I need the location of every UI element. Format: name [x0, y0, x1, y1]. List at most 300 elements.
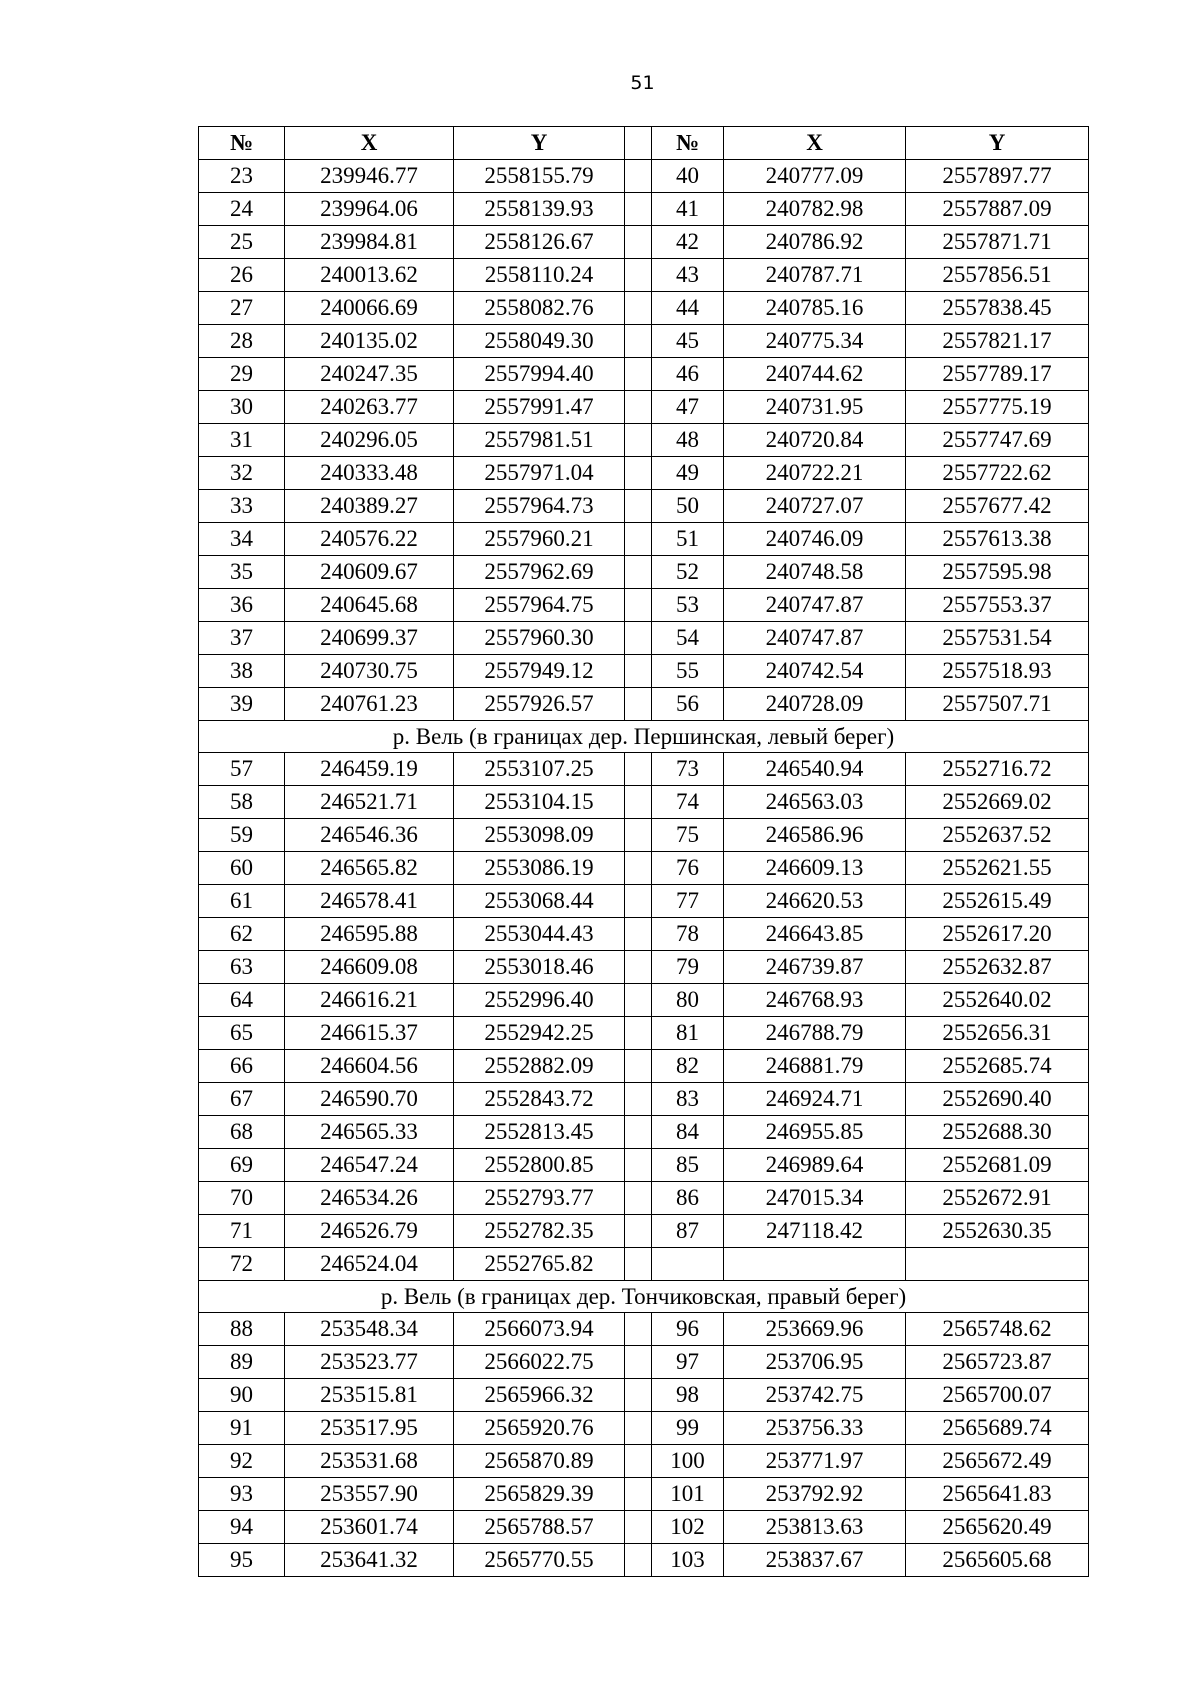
table-row: [199, 918, 1089, 951]
y-coordinate: 2557887.09: [906, 193, 1089, 226]
point-number: 79: [652, 951, 724, 984]
point-number: 90: [199, 1379, 285, 1412]
x-coordinate: 246788.79: [724, 1017, 906, 1050]
x-coordinate: 246768.93: [724, 984, 906, 1017]
spacer-cell: [625, 1050, 652, 1083]
spacer-cell: [625, 1215, 652, 1248]
spacer-cell: [625, 984, 652, 1017]
point-number: 88: [199, 1313, 285, 1346]
point-number: 68: [199, 1116, 285, 1149]
x-coordinate: 240135.02: [285, 325, 454, 358]
x-coordinate: [724, 1248, 906, 1281]
spacer-cell: [625, 259, 652, 292]
x-coordinate: 246540.94: [724, 753, 906, 786]
y-coordinate: 2558139.93: [454, 193, 625, 226]
point-number: 92: [199, 1445, 285, 1478]
table-row: [199, 1116, 1089, 1149]
y-coordinate: 2565605.68: [906, 1544, 1089, 1577]
x-coordinate: 253706.95: [724, 1346, 906, 1379]
point-number: 32: [199, 457, 285, 490]
spacer-cell: [625, 753, 652, 786]
x-coordinate: 240747.87: [724, 622, 906, 655]
x-coordinate: 240785.16: [724, 292, 906, 325]
spacer-cell: [625, 1149, 652, 1182]
table-row: [199, 1017, 1089, 1050]
section-title-row: [199, 1281, 1089, 1313]
y-coordinate: 2552996.40: [454, 984, 625, 1017]
x-coordinate: 253837.67: [724, 1544, 906, 1577]
y-coordinate: 2557897.77: [906, 160, 1089, 193]
spacer-cell: [625, 622, 652, 655]
point-number: 47: [652, 391, 724, 424]
y-coordinate: 2552681.09: [906, 1149, 1089, 1182]
spacer-cell: [625, 1379, 652, 1412]
x-header: X: [285, 127, 454, 160]
table-row: [199, 1412, 1089, 1445]
y-coordinate: 2552630.35: [906, 1215, 1089, 1248]
table-row: [199, 424, 1089, 457]
spacer-cell: [625, 1182, 652, 1215]
y-coordinate: 2557981.51: [454, 424, 625, 457]
point-number: 89: [199, 1346, 285, 1379]
x-coordinate: 240777.09: [724, 160, 906, 193]
point-number: 77: [652, 885, 724, 918]
spacer-cell: [625, 226, 652, 259]
x-coordinate: 240731.95: [724, 391, 906, 424]
y-coordinate: 2565966.32: [454, 1379, 625, 1412]
x-coordinate: 246521.71: [285, 786, 454, 819]
point-number: 62: [199, 918, 285, 951]
x-coordinate: 240730.75: [285, 655, 454, 688]
x-coordinate: 240787.71: [724, 259, 906, 292]
y-coordinate: 2557747.69: [906, 424, 1089, 457]
x-coordinate: 253813.63: [724, 1511, 906, 1544]
y-coordinate: 2557518.93: [906, 655, 1089, 688]
y-coordinate: 2565748.62: [906, 1313, 1089, 1346]
section-title: р. Вель (в границах дер. Тончиковская, правый берег): [199, 1281, 1089, 1313]
y-coordinate: 2552656.31: [906, 1017, 1089, 1050]
y-coordinate: 2558082.76: [454, 292, 625, 325]
table-row: [199, 556, 1089, 589]
point-number: 39: [199, 688, 285, 721]
point-number: 58: [199, 786, 285, 819]
y-coordinate: 2565620.49: [906, 1511, 1089, 1544]
x-coordinate: 240727.07: [724, 490, 906, 523]
y-coordinate: 2565641.83: [906, 1478, 1089, 1511]
x-coordinate: 246739.87: [724, 951, 906, 984]
point-number: 64: [199, 984, 285, 1017]
point-number: 70: [199, 1182, 285, 1215]
x-coordinate: 246459.19: [285, 753, 454, 786]
x-coordinate: 246955.85: [724, 1116, 906, 1149]
x-coordinate: 240786.92: [724, 226, 906, 259]
point-number: 27: [199, 292, 285, 325]
table-row: [199, 984, 1089, 1017]
x-coordinate: 246643.85: [724, 918, 906, 951]
x-coordinate: 253515.81: [285, 1379, 454, 1412]
spacer-cell: [625, 1445, 652, 1478]
y-header: Y: [454, 127, 625, 160]
point-number: 24: [199, 193, 285, 226]
y-coordinate: 2552617.20: [906, 918, 1089, 951]
point-number: 97: [652, 1346, 724, 1379]
x-coordinate: 240333.48: [285, 457, 454, 490]
point-number: 54: [652, 622, 724, 655]
x-coordinate: 253742.75: [724, 1379, 906, 1412]
y-coordinate: 2553044.43: [454, 918, 625, 951]
spacer-cell: [625, 951, 652, 984]
table-row: [199, 589, 1089, 622]
point-number: [652, 1248, 724, 1281]
point-number: 34: [199, 523, 285, 556]
y-coordinate: 2552843.72: [454, 1083, 625, 1116]
point-number: 40: [652, 160, 724, 193]
y-coordinate: 2565829.39: [454, 1478, 625, 1511]
spacer-cell: [625, 1346, 652, 1379]
point-number: 38: [199, 655, 285, 688]
point-number: 50: [652, 490, 724, 523]
point-number: 69: [199, 1149, 285, 1182]
point-number: 60: [199, 852, 285, 885]
y-coordinate: 2565689.74: [906, 1412, 1089, 1445]
header-row: [199, 127, 1089, 160]
y-coordinate: 2557991.47: [454, 391, 625, 424]
point-number: 45: [652, 325, 724, 358]
point-number: 53: [652, 589, 724, 622]
table-row: [199, 358, 1089, 391]
point-number: 83: [652, 1083, 724, 1116]
point-number: 95: [199, 1544, 285, 1577]
y-coordinate: 2558049.30: [454, 325, 625, 358]
point-number: 29: [199, 358, 285, 391]
x-coordinate: 253523.77: [285, 1346, 454, 1379]
spacer-cell: [625, 885, 652, 918]
spacer-cell: [625, 1544, 652, 1577]
spacer-cell: [625, 160, 652, 193]
point-number: 46: [652, 358, 724, 391]
x-coordinate: 240742.54: [724, 655, 906, 688]
point-number: 28: [199, 325, 285, 358]
table-row: [199, 1379, 1089, 1412]
point-number: 98: [652, 1379, 724, 1412]
x-coordinate: 239984.81: [285, 226, 454, 259]
table-row: [199, 1248, 1089, 1281]
y-coordinate: 2552632.87: [906, 951, 1089, 984]
point-number: 35: [199, 556, 285, 589]
x-coordinate: 240296.05: [285, 424, 454, 457]
point-number: 26: [199, 259, 285, 292]
x-coordinate: 240645.68: [285, 589, 454, 622]
point-number: 48: [652, 424, 724, 457]
spacer-cell: [625, 1116, 652, 1149]
x-coordinate: 246526.79: [285, 1215, 454, 1248]
table-row: [199, 655, 1089, 688]
y-header: Y: [906, 127, 1089, 160]
table-row: [199, 292, 1089, 325]
section-title: р. Вель (в границах дер. Першинская, левый берег): [199, 721, 1089, 753]
y-coordinate: 2553104.15: [454, 786, 625, 819]
point-number: 76: [652, 852, 724, 885]
point-number: 102: [652, 1511, 724, 1544]
table-row: [199, 819, 1089, 852]
table-row: [199, 1544, 1089, 1577]
y-coordinate: [906, 1248, 1089, 1281]
y-coordinate: 2552688.30: [906, 1116, 1089, 1149]
point-number: 49: [652, 457, 724, 490]
y-coordinate: 2552672.91: [906, 1182, 1089, 1215]
point-number: 96: [652, 1313, 724, 1346]
y-coordinate: 2557821.17: [906, 325, 1089, 358]
spacer-header: [625, 127, 652, 160]
spacer-cell: [625, 424, 652, 457]
y-coordinate: 2552637.52: [906, 819, 1089, 852]
spacer-cell: [625, 786, 652, 819]
spacer-cell: [625, 523, 652, 556]
x-coordinate: 246615.37: [285, 1017, 454, 1050]
point-number: 56: [652, 688, 724, 721]
point-number: 66: [199, 1050, 285, 1083]
table-row: [199, 1478, 1089, 1511]
x-coordinate: 240263.77: [285, 391, 454, 424]
spacer-cell: [625, 1017, 652, 1050]
x-coordinate: 246578.41: [285, 885, 454, 918]
point-number: 36: [199, 589, 285, 622]
point-number: 80: [652, 984, 724, 1017]
spacer-cell: [625, 391, 652, 424]
x-coordinate: 246595.88: [285, 918, 454, 951]
x-coordinate: 240748.58: [724, 556, 906, 589]
point-number: 43: [652, 259, 724, 292]
y-coordinate: 2552621.55: [906, 852, 1089, 885]
table-row: [199, 622, 1089, 655]
y-coordinate: 2552813.45: [454, 1116, 625, 1149]
x-coordinate: 246565.82: [285, 852, 454, 885]
point-number: 84: [652, 1116, 724, 1149]
section-title-row: [199, 721, 1089, 753]
point-number: 33: [199, 490, 285, 523]
y-coordinate: 2565920.76: [454, 1412, 625, 1445]
table-row: [199, 226, 1089, 259]
x-coordinate: 246616.21: [285, 984, 454, 1017]
x-coordinate: 246609.08: [285, 951, 454, 984]
spacer-cell: [625, 358, 652, 391]
y-coordinate: 2557507.71: [906, 688, 1089, 721]
y-coordinate: 2552615.49: [906, 885, 1089, 918]
table-row: [199, 325, 1089, 358]
spacer-cell: [625, 1511, 652, 1544]
y-coordinate: 2557971.04: [454, 457, 625, 490]
table-row: [199, 391, 1089, 424]
coordinates-table: [198, 126, 1089, 1577]
x-coordinate: 246881.79: [724, 1050, 906, 1083]
x-coordinate: 253548.34: [285, 1313, 454, 1346]
x-coordinate: 253669.96: [724, 1313, 906, 1346]
point-number: 61: [199, 885, 285, 918]
point-number: 87: [652, 1215, 724, 1248]
x-coordinate: 240746.09: [724, 523, 906, 556]
point-number: 44: [652, 292, 724, 325]
x-coordinate: 247118.42: [724, 1215, 906, 1248]
point-number: 65: [199, 1017, 285, 1050]
y-coordinate: 2566073.94: [454, 1313, 625, 1346]
y-coordinate: 2552800.85: [454, 1149, 625, 1182]
table-row: [199, 885, 1089, 918]
y-coordinate: 2557962.69: [454, 556, 625, 589]
y-coordinate: 2565672.49: [906, 1445, 1089, 1478]
x-coordinate: 240609.67: [285, 556, 454, 589]
table-row: [199, 457, 1089, 490]
y-coordinate: 2557677.42: [906, 490, 1089, 523]
y-coordinate: 2566022.75: [454, 1346, 625, 1379]
y-coordinate: 2557964.75: [454, 589, 625, 622]
x-coordinate: 240389.27: [285, 490, 454, 523]
y-coordinate: 2557960.30: [454, 622, 625, 655]
y-coordinate: 2557964.73: [454, 490, 625, 523]
x-coordinate: 240722.21: [724, 457, 906, 490]
point-number: 31: [199, 424, 285, 457]
point-number: 67: [199, 1083, 285, 1116]
spacer-cell: [625, 688, 652, 721]
table-row: [199, 688, 1089, 721]
table-row: [199, 1215, 1089, 1248]
table-row: [199, 951, 1089, 984]
point-number: 42: [652, 226, 724, 259]
spacer-cell: [625, 1412, 652, 1445]
spacer-cell: [625, 655, 652, 688]
spacer-cell: [625, 589, 652, 622]
y-coordinate: 2557949.12: [454, 655, 625, 688]
point-number: 51: [652, 523, 724, 556]
y-coordinate: 2565723.87: [906, 1346, 1089, 1379]
x-coordinate: 240782.98: [724, 193, 906, 226]
y-coordinate: 2565870.89: [454, 1445, 625, 1478]
y-coordinate: 2553068.44: [454, 885, 625, 918]
y-coordinate: 2552685.74: [906, 1050, 1089, 1083]
y-coordinate: 2552782.35: [454, 1215, 625, 1248]
point-number: 85: [652, 1149, 724, 1182]
number-header: №: [652, 127, 724, 160]
table-row: [199, 753, 1089, 786]
table-row: [199, 1445, 1089, 1478]
point-number: 72: [199, 1248, 285, 1281]
spacer-cell: [625, 490, 652, 523]
point-number: 78: [652, 918, 724, 951]
x-header: X: [724, 127, 906, 160]
x-coordinate: 246924.71: [724, 1083, 906, 1116]
x-coordinate: 253531.68: [285, 1445, 454, 1478]
x-coordinate: 253792.92: [724, 1478, 906, 1511]
point-number: 101: [652, 1478, 724, 1511]
x-coordinate: 253601.74: [285, 1511, 454, 1544]
point-number: 73: [652, 753, 724, 786]
x-coordinate: 240720.84: [724, 424, 906, 457]
x-coordinate: 246609.13: [724, 852, 906, 885]
y-coordinate: 2553018.46: [454, 951, 625, 984]
y-coordinate: 2557595.98: [906, 556, 1089, 589]
x-coordinate: 253641.32: [285, 1544, 454, 1577]
table-row: [199, 1149, 1089, 1182]
y-coordinate: 2552716.72: [906, 753, 1089, 786]
x-coordinate: 253557.90: [285, 1478, 454, 1511]
y-coordinate: 2553107.25: [454, 753, 625, 786]
y-coordinate: 2557838.45: [906, 292, 1089, 325]
point-number: 81: [652, 1017, 724, 1050]
x-coordinate: 239964.06: [285, 193, 454, 226]
x-coordinate: 240728.09: [724, 688, 906, 721]
table-row: [199, 193, 1089, 226]
x-coordinate: 253756.33: [724, 1412, 906, 1445]
x-coordinate: 246563.03: [724, 786, 906, 819]
x-coordinate: 246547.24: [285, 1149, 454, 1182]
point-number: 41: [652, 193, 724, 226]
spacer-cell: [625, 193, 652, 226]
table-row: [199, 1083, 1089, 1116]
x-coordinate: 239946.77: [285, 160, 454, 193]
x-coordinate: 240699.37: [285, 622, 454, 655]
y-coordinate: 2557613.38: [906, 523, 1089, 556]
y-coordinate: 2557926.57: [454, 688, 625, 721]
point-number: 75: [652, 819, 724, 852]
table-row: [199, 852, 1089, 885]
spacer-cell: [625, 556, 652, 589]
x-coordinate: 246565.33: [285, 1116, 454, 1149]
point-number: 74: [652, 786, 724, 819]
page-number: 51: [630, 72, 655, 94]
x-coordinate: 240066.69: [285, 292, 454, 325]
point-number: 99: [652, 1412, 724, 1445]
point-number: 91: [199, 1412, 285, 1445]
table-row: [199, 523, 1089, 556]
point-number: 52: [652, 556, 724, 589]
number-header: №: [199, 127, 285, 160]
y-coordinate: 2565788.57: [454, 1511, 625, 1544]
spacer-cell: [625, 292, 652, 325]
y-coordinate: 2553086.19: [454, 852, 625, 885]
point-number: 59: [199, 819, 285, 852]
y-coordinate: 2553098.09: [454, 819, 625, 852]
y-coordinate: 2552690.40: [906, 1083, 1089, 1116]
spacer-cell: [625, 1083, 652, 1116]
table-row: [199, 490, 1089, 523]
table-row: [199, 1511, 1089, 1544]
x-coordinate: 246604.56: [285, 1050, 454, 1083]
spacer-cell: [625, 1248, 652, 1281]
table-row: [199, 160, 1089, 193]
spacer-cell: [625, 457, 652, 490]
spacer-cell: [625, 1478, 652, 1511]
spacer-cell: [625, 918, 652, 951]
point-number: 82: [652, 1050, 724, 1083]
point-number: 23: [199, 160, 285, 193]
x-coordinate: 246989.64: [724, 1149, 906, 1182]
y-coordinate: 2557856.51: [906, 259, 1089, 292]
point-number: 63: [199, 951, 285, 984]
x-coordinate: 246590.70: [285, 1083, 454, 1116]
point-number: 71: [199, 1215, 285, 1248]
point-number: 37: [199, 622, 285, 655]
y-coordinate: 2557871.71: [906, 226, 1089, 259]
y-coordinate: 2557789.17: [906, 358, 1089, 391]
table-row: [199, 259, 1089, 292]
y-coordinate: 2552942.25: [454, 1017, 625, 1050]
y-coordinate: 2565770.55: [454, 1544, 625, 1577]
x-coordinate: 240576.22: [285, 523, 454, 556]
y-coordinate: 2557960.21: [454, 523, 625, 556]
x-coordinate: 246524.04: [285, 1248, 454, 1281]
spacer-cell: [625, 852, 652, 885]
point-number: 55: [652, 655, 724, 688]
x-coordinate: 246586.96: [724, 819, 906, 852]
